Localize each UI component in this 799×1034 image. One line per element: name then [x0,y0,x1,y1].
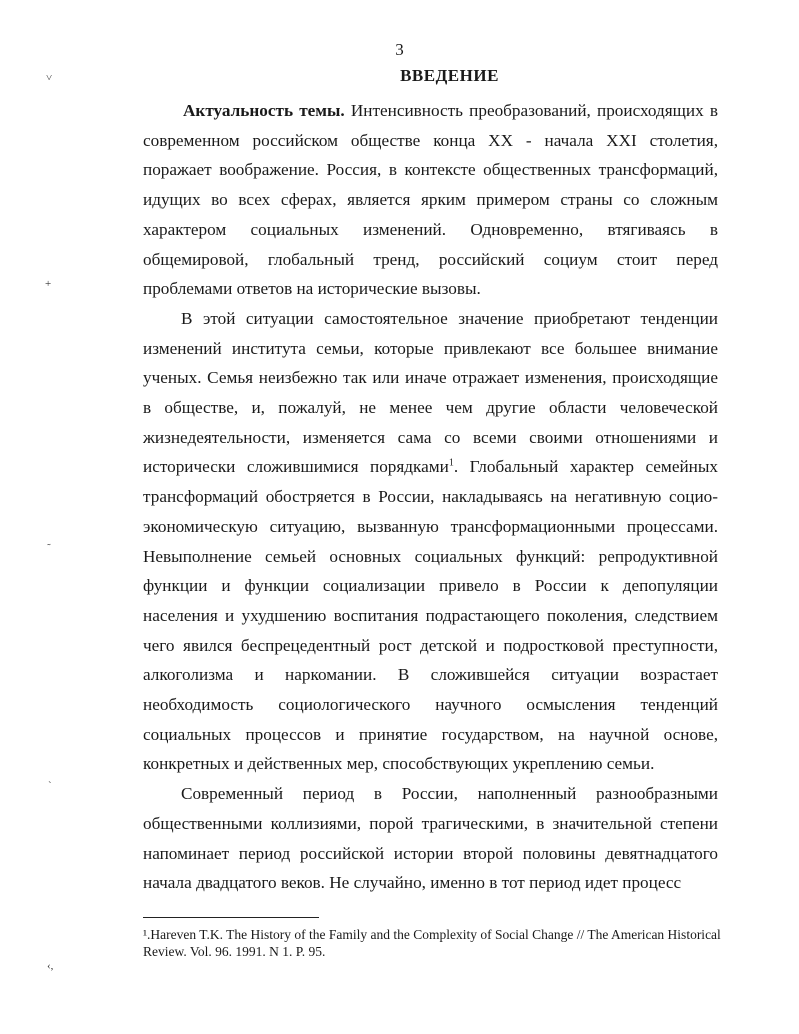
paragraph-lead: Актуальность темы. [183,101,345,120]
paragraph-relevance [143,96,718,304]
scan-mark: ‹, [47,960,54,972]
paragraph-text: . Глобальный характер семейных трансформаций обостряется в России, накладываясь на негативную социо-экономическую ситуацию, вызванную трансформационными процессами. Невыполнение семьей основных социальных функций: репродуктивной функции и функции социализации привело в России к депопуляции населения и ухудшению воспитания подрастающего поколения, следствием чего явился беспрецедентный рост детской и подростковой преступности, алкоголизма и наркомании. В сложившейся ситуации возрастает необходимость социологического научного осмысления тенденций социальных процессов и принятие государством, на научной основе, конкретных и действенных мер, способствующих укреплению семьи. [143,457,718,774]
body-text [143,96,718,898]
page-title: ВВЕДЕНИЕ [400,66,499,85]
paragraph-family-institution [143,304,718,779]
paragraph-text: Интенсивность преобразований, происходящих в современном российском обществе конца XX - начала XXI столетия, поражает воображение. Россия, в контексте общественных трансформаций, идущих во всех сферах, является ярким примером страны со сложным характером социальных изменений. Одновременно, втягиваясь в общемировой, глобальный тренд, российский социум стоит перед проблемами ответов на исторические вызовы. [143,101,719,299]
scan-mark: ˅ [46,72,53,84]
footnote: ¹.Hareven T.K. The History of the Family and the Complexity of Social Change // The American Historical Review. Vol. 96. 1991. N 1. P. 95. [143,927,721,959]
page-number: 3 [395,40,404,59]
footnote-ref[interactable]: 1 [448,457,454,469]
scan-mark: + [45,278,52,290]
paragraph-text: В этой ситуации самостоятельное значение приобретают тенденции изменений института семьи, которые привлекают все большее внимание ученых. Семья неизбежно так или иначе отражает изменения, происходящие в обществе, и, пожалуй, не менее чем другие области человеческой жизнедеятельности, изменяется сама со всеми своими отношениями и исторически сложившимися порядками [143,308,718,477]
footnote-divider [143,917,319,918]
scan-mark: ˴ [48,775,52,787]
paragraph-text: Современный период в России, наполненный разнообразными общественными коллизиями, порой трагическими, в значительной степени напоминает период российской истории второй половины девятнадцатого начала двадцатого веков. Не случайно, именно в тот период идет процесс [143,784,718,893]
scan-mark: ˷ [47,534,51,546]
paragraph-modern-period [143,779,718,898]
